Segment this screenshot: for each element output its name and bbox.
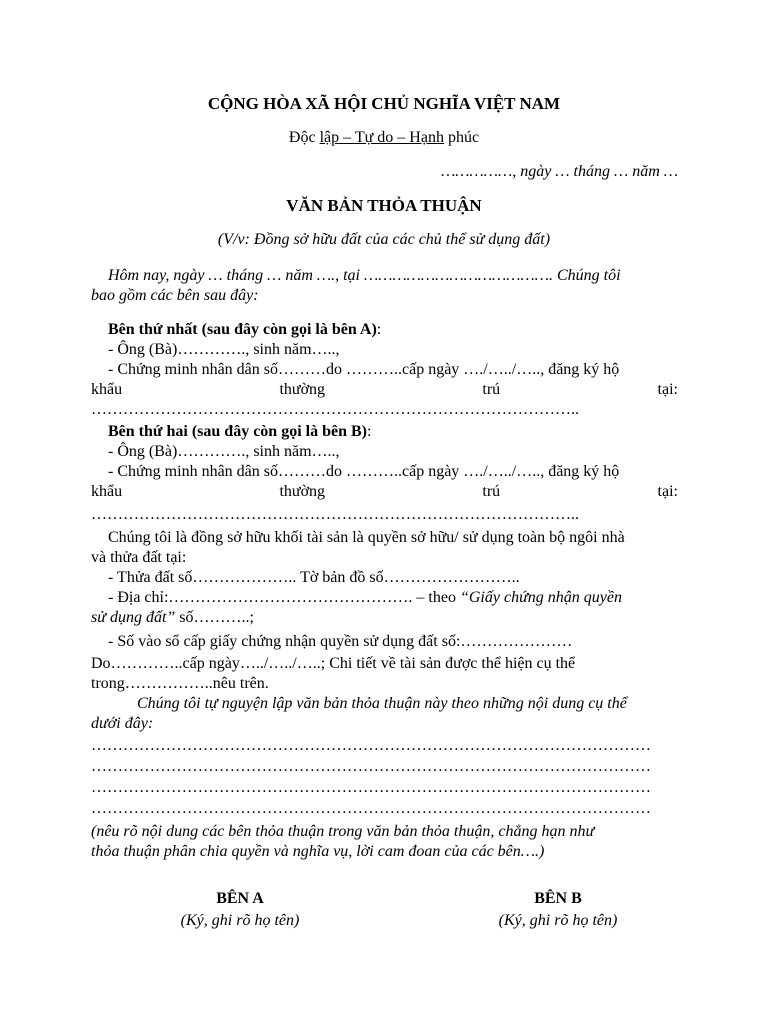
party-a-id-line: - Chứng minh nhân dân số………do ………..cấp ngày …./…../….., đăng ký hộ [108, 361, 620, 378]
document-subject: (V/v: Đồng sở hữu đất của các chủ thể sử dụng đất) [217, 231, 551, 248]
residence-word: thường [279, 381, 326, 398]
motto-part: – [393, 129, 410, 146]
party-b-signature-label: BÊN B [534, 890, 582, 907]
party-a-heading-text: Bên thứ nhất (sau đây còn gọi là bên A) [108, 321, 377, 338]
party-a-signature-block [120, 888, 360, 932]
note-line: (nêu rõ nội dung các bên thỏa thuận trong văn bản thỏa thuận, chẳng hạn như [91, 823, 595, 840]
residence-word: khẩu [91, 381, 123, 398]
below-line: trong……………..nêu trên. [91, 675, 269, 692]
party-b-heading [91, 422, 678, 442]
party-a-signature-hint: (Ký, ghi rõ họ tên) [180, 912, 300, 929]
motto-part: lập [319, 129, 340, 146]
certificate-number: số………..; [175, 609, 254, 626]
certificate-name: sử dụng đất” [91, 609, 176, 626]
certificate-name: “Giấy chứng nhận quyền [459, 589, 622, 606]
property-line: Chúng tôi là đồng sở hữu khối tài sản là quyền sở hữu/ sử dụng toàn bộ ngôi nhà [108, 529, 625, 546]
heading-colon: : [376, 321, 382, 338]
agreement-line: Chúng tôi tự nguyện lập văn bản thỏa thuận này theo những nội dung cụ thể [137, 695, 627, 712]
party-a-dots-line: ……………………………………………………………………………….. [91, 401, 579, 418]
issued-line: Do…………..cấp ngày…../…../…..; Chi tiết về tài sản được thể hiện cụ thể [91, 655, 576, 672]
party-b-dots-line: ……………………………………………………………………………….. [91, 506, 579, 523]
property-line: và thửa đất tại: [91, 549, 187, 566]
certificate-number-line [91, 608, 678, 628]
residence-word: trú [482, 483, 501, 500]
residence-word: tại: [657, 483, 678, 500]
party-a-signature-label: BÊN A [216, 890, 264, 907]
residence-word: khẩu [91, 483, 123, 500]
national-title: CỘNG HÒA XÃ HỘI CHỦ NGHĨA VIỆT NAM [207, 94, 561, 113]
motto-part: Độc [288, 129, 320, 146]
party-a-residence-line [91, 380, 678, 400]
blank-line: …………………………………………………………………………………………… [91, 758, 651, 775]
motto-part: Hạnh [409, 129, 444, 146]
note-line: thỏa thuận phân chia quyền và nghĩa vụ, lời cam đoan của các bên….) [91, 843, 545, 860]
party-b-residence-line [91, 482, 678, 502]
residence-word: trú [482, 381, 501, 398]
place-date-line: ……………, ngày … tháng … năm … [441, 163, 678, 180]
party-b-heading-text: Bên thứ hai (sau đây còn gọi là bên B) [108, 423, 367, 440]
intro-line: bao gồm các bên sau đây: [91, 287, 259, 304]
party-a-name-line: - Ông (Bà)…………., sinh năm….., [108, 341, 340, 358]
party-b-signature-hint: (Ký, ghi rõ họ tên) [498, 912, 618, 929]
motto-part: Tự do [354, 129, 394, 146]
blank-line: …………………………………………………………………………………………… [91, 779, 651, 796]
intro-line: Hôm nay, ngày … tháng … năm …., tại …………………………………. Chúng tôi [108, 267, 621, 284]
address-text: - Địa chỉ:………………………………………. – theo [108, 589, 460, 606]
document-title: VĂN BẢN THỎA THUẬN [286, 196, 482, 215]
residence-word: tại: [657, 381, 678, 398]
heading-colon: : [366, 423, 372, 440]
motto-part: – [339, 129, 355, 146]
motto-part: phúc [443, 129, 480, 146]
blank-line: …………………………………………………………………………………………… [91, 800, 651, 817]
national-motto [0, 128, 768, 148]
agreement-line: dưới đây: [91, 715, 154, 732]
party-b-signature-block [438, 888, 678, 932]
party-a-heading [91, 320, 678, 340]
party-b-id-line: - Chứng minh nhân dân số………do ………..cấp ngày …./…../….., đăng ký hộ [108, 463, 620, 480]
blank-line: …………………………………………………………………………………………… [91, 737, 651, 754]
residence-word: thường [279, 483, 326, 500]
party-b-name-line: - Ông (Bà)…………., sinh năm….., [108, 443, 340, 460]
plot-line: - Thửa đất số……………….. Tờ bản đồ số…………………….. [108, 569, 520, 586]
register-line: - Số vào sổ cấp giấy chứng nhận quyền sử dụng đất số:………………… [108, 633, 573, 650]
address-line [91, 588, 678, 608]
